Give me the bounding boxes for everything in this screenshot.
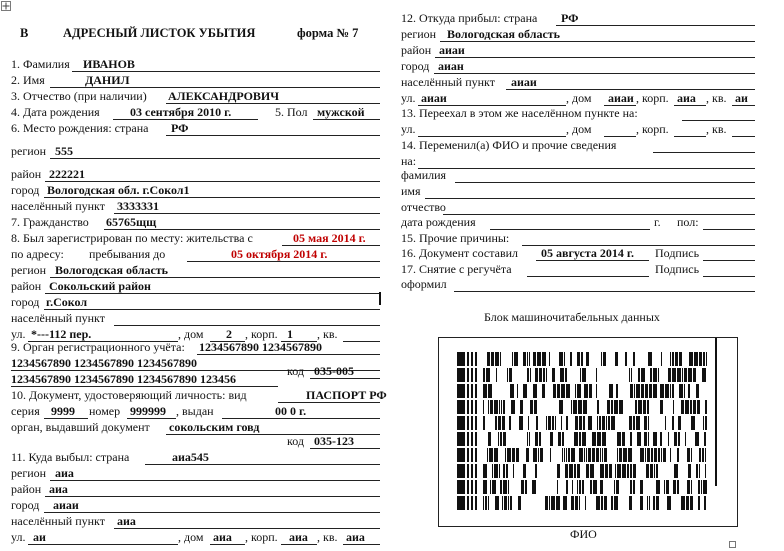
deregistration-signature-line bbox=[703, 276, 755, 277]
origin-district-line bbox=[435, 57, 755, 58]
origin-city-line bbox=[434, 73, 755, 74]
new-patronymic-line bbox=[443, 214, 755, 215]
machine-readable-block bbox=[438, 337, 738, 527]
dest-locality-value: аиа bbox=[117, 514, 136, 528]
compiled-date-line bbox=[536, 260, 649, 261]
reg-code-value: 035-005 bbox=[314, 364, 354, 378]
new-birthdate-label: дата рождения bbox=[401, 215, 476, 229]
surname-line bbox=[72, 71, 380, 72]
dest-region-value: аиа bbox=[55, 466, 74, 480]
dest-kv-line bbox=[343, 544, 380, 545]
new-sex-line bbox=[703, 229, 755, 230]
stay-until-label: пребывания до bbox=[89, 247, 166, 261]
origin-house-value: аиаи bbox=[608, 91, 634, 105]
birthdate-line bbox=[113, 119, 258, 120]
moved-street-line bbox=[418, 136, 566, 137]
dest-kv-label: , кв. bbox=[317, 530, 338, 544]
deregistration-label: 17. Снятие с регучёта bbox=[401, 262, 512, 276]
reg-authority-label: 9. Орган регистрационного учёта: bbox=[11, 340, 185, 354]
surname-value: ИВАНОВ bbox=[83, 57, 135, 71]
reg-region-value: Вологодская область bbox=[55, 263, 169, 277]
dest-corp-value: аиа bbox=[289, 530, 308, 544]
issuer-code-value: 035-123 bbox=[314, 434, 354, 448]
registered-from-line bbox=[282, 245, 380, 246]
reg-authority-line2: 1234567890 1234567890 1234567890 bbox=[11, 356, 197, 370]
moved-corp-label: , корп. bbox=[636, 122, 669, 136]
registered-from-date: 05 мая 2014 г. bbox=[293, 231, 366, 245]
sex-label: 5. Пол bbox=[275, 105, 308, 119]
origin-city-label: город bbox=[401, 59, 430, 73]
dest-district-label: район bbox=[11, 482, 42, 496]
stay-until-date: 05 октября 2014 г. bbox=[231, 247, 328, 261]
new-surname-line bbox=[455, 182, 755, 183]
reg-region-label: регион bbox=[11, 263, 47, 277]
text-cursor bbox=[379, 292, 381, 305]
origin-corp-label: , корп. bbox=[636, 91, 669, 105]
origin-locality-value: аиаи bbox=[511, 75, 537, 89]
document-label: 10. Документ, удостоверяющий личность: вид bbox=[11, 388, 247, 402]
dest-district-line bbox=[45, 496, 380, 497]
compiled-signature-line bbox=[703, 260, 755, 261]
pdf417-barcode-icon bbox=[457, 352, 717, 514]
sex-line bbox=[313, 119, 380, 120]
series-label: серия bbox=[11, 404, 40, 418]
new-surname-label: фамилия bbox=[401, 168, 447, 182]
address-label: по адресу: bbox=[11, 247, 64, 261]
reg-authority-uline3 bbox=[11, 386, 278, 387]
document-type-line bbox=[278, 402, 380, 403]
barcode-stop-bar bbox=[715, 338, 717, 486]
reg-region-line bbox=[50, 277, 380, 278]
reg-street-label: ул. bbox=[11, 327, 26, 341]
destination-country: аиа545 bbox=[172, 450, 209, 464]
reg-authority-line3: 1234567890 1234567890 1234567890 123456 bbox=[11, 372, 236, 386]
reg-street-value: *---112 пер. bbox=[31, 327, 92, 341]
dest-city-value: аиаи bbox=[53, 498, 79, 512]
dest-region-line bbox=[50, 480, 380, 481]
new-name-label: имя bbox=[401, 184, 421, 198]
formed-line bbox=[454, 291, 755, 292]
reg-locality-label: населённый пункт bbox=[11, 311, 105, 325]
reg-authority-uline1 bbox=[197, 354, 380, 355]
changed-label: 14. Переменил(а) ФИО и прочие сведения bbox=[401, 138, 617, 152]
new-name-line bbox=[425, 198, 755, 199]
issued-value: 00 0 г. bbox=[275, 404, 307, 418]
dest-region-label: регион bbox=[11, 466, 47, 480]
number-value: 999999 bbox=[130, 404, 166, 418]
patronymic-value: АЛЕКСАНДРОВИЧ bbox=[168, 89, 280, 103]
fio-label: ФИО bbox=[570, 527, 597, 541]
reg-district-line bbox=[45, 293, 380, 294]
origin-corp-line bbox=[674, 105, 706, 106]
birth-district-line bbox=[45, 181, 380, 182]
origin-city-value: аиан bbox=[438, 59, 464, 73]
birth-city-line bbox=[44, 197, 380, 198]
name-label: 2. Имя bbox=[11, 73, 45, 87]
birthplace-line bbox=[166, 135, 380, 136]
birth-region-label: регион bbox=[11, 144, 47, 158]
moved-line bbox=[682, 120, 755, 121]
patronymic-line bbox=[166, 103, 380, 104]
compiled-date: 05 августа 2014 г. bbox=[541, 246, 635, 260]
birthplace-country: РФ bbox=[171, 121, 189, 135]
move-handle-icon[interactable] bbox=[1, 1, 11, 11]
origin-kv-value: аи bbox=[735, 91, 748, 105]
origin-country-line bbox=[556, 25, 755, 26]
birth-city-label: город bbox=[11, 183, 40, 197]
reg-code-line bbox=[310, 378, 380, 379]
dest-city-label: город bbox=[11, 498, 40, 512]
origin-street-label: ул. bbox=[401, 91, 416, 105]
reg-kv-line bbox=[343, 341, 380, 342]
origin-street-value: аиаи bbox=[421, 91, 447, 105]
moved-street-label: ул. bbox=[401, 122, 416, 136]
birthdate-label: 4. Дата рождения bbox=[11, 105, 100, 119]
name-value: ДАНИЛ bbox=[85, 73, 130, 87]
deregistration-line bbox=[527, 276, 649, 277]
birth-region-line bbox=[50, 158, 380, 159]
form-title: АДРЕСНЫЙ ЛИСТОК УБЫТИЯ bbox=[63, 26, 256, 40]
series-value: 9999 bbox=[51, 404, 75, 418]
destination-country-line bbox=[145, 464, 380, 465]
deregistration-signature-label: Подпись bbox=[655, 262, 700, 276]
reg-house-label: , дом bbox=[178, 327, 204, 341]
origin-region-line bbox=[440, 41, 755, 42]
machine-readable-title: Блок машиночитабельных данных bbox=[484, 310, 660, 324]
dest-house-line bbox=[210, 544, 245, 545]
dest-street-label: ул. bbox=[11, 530, 26, 544]
number-line bbox=[127, 418, 176, 419]
dest-kv-value: аиа bbox=[346, 530, 365, 544]
reg-city-line bbox=[44, 309, 380, 310]
dest-corp-line bbox=[281, 544, 317, 545]
dest-house-label: , дом bbox=[178, 530, 204, 544]
birth-city-value: Вологодская обл. г.Сокол1 bbox=[47, 183, 190, 197]
birth-district-label: район bbox=[11, 167, 42, 181]
compiled-label: 16. Документ составил bbox=[401, 246, 519, 260]
number-label: номер bbox=[89, 404, 121, 418]
birth-locality-value: 3333331 bbox=[117, 199, 159, 213]
reg-city-label: город bbox=[11, 295, 40, 309]
dest-district-value: аиа bbox=[49, 482, 68, 496]
reg-corp-value: 1 bbox=[287, 327, 293, 341]
dest-locality-label: населённый пункт bbox=[11, 514, 105, 528]
origin-region-value: Вологодская область bbox=[447, 27, 561, 41]
destination-label: 11. Куда выбыл: страна bbox=[11, 450, 130, 464]
changed-to-label: на: bbox=[401, 154, 417, 168]
origin-country: РФ bbox=[561, 11, 579, 25]
reg-code-label: код bbox=[287, 364, 304, 378]
registered-label: 8. Был зарегистрирован по месту: жительства с bbox=[11, 231, 253, 245]
new-sex-label: пол: bbox=[677, 215, 699, 229]
birth-locality-label: населённый пункт bbox=[11, 199, 105, 213]
reg-district-value: Сокольский район bbox=[49, 279, 151, 293]
birth-locality-line bbox=[114, 213, 380, 214]
issued-label: , выдан bbox=[176, 404, 214, 418]
origin-kv-label: , кв. bbox=[706, 91, 727, 105]
surname-label: 1. Фамилия bbox=[11, 57, 70, 71]
issuer-code-line bbox=[310, 448, 380, 449]
header-letter: В bbox=[20, 26, 29, 40]
issuer-label: орган, выдавший документ bbox=[11, 420, 150, 434]
issued-line bbox=[222, 418, 380, 419]
moved-kv-line bbox=[732, 136, 755, 137]
name-line bbox=[50, 87, 380, 88]
form-number: форма № 7 bbox=[297, 26, 359, 40]
changed-to-line bbox=[418, 168, 755, 169]
reg-locality-line bbox=[114, 325, 380, 326]
dest-street-value: аи bbox=[33, 530, 46, 544]
origin-district-label: район bbox=[401, 43, 432, 57]
birthplace-label: 6. Место рождения: страна bbox=[11, 121, 149, 135]
birthdate-value: 03 сентября 2010 г. bbox=[130, 105, 232, 119]
resize-handle-icon[interactable] bbox=[729, 541, 736, 548]
citizenship-line bbox=[104, 229, 380, 230]
birth-district-value: 222221 bbox=[49, 167, 85, 181]
reg-corp-label: , корп. bbox=[245, 327, 278, 341]
reg-city-value: г.Сокол bbox=[46, 295, 88, 309]
document-type-value: ПАСПОРТ РФ bbox=[306, 388, 387, 402]
year-suffix-label: г. bbox=[654, 215, 661, 229]
new-patronymic-label: отчество bbox=[401, 200, 446, 214]
origin-locality-line bbox=[506, 89, 755, 90]
series-line bbox=[44, 418, 88, 419]
other-reasons-label: 15. Прочие причины: bbox=[401, 231, 510, 245]
moved-house-line bbox=[604, 136, 636, 137]
reg-kv-label: , кв. bbox=[317, 327, 338, 341]
moved-label: 13. Переехал в этом же населённом пункте на: bbox=[401, 106, 638, 120]
origin-corp-value: аиа bbox=[677, 91, 696, 105]
origin-region-label: регион bbox=[401, 27, 437, 41]
formed-label: оформил bbox=[401, 277, 447, 291]
origin-district-value: аиаи bbox=[439, 43, 465, 57]
new-birthdate-line bbox=[490, 229, 650, 230]
moved-corp-line bbox=[674, 136, 706, 137]
issuer-code-label: код bbox=[287, 434, 304, 448]
changed-line bbox=[653, 152, 755, 153]
issuer-value: сокольским говд bbox=[169, 420, 260, 434]
reg-authority-line1: 1234567890 1234567890 bbox=[199, 340, 322, 354]
reg-house-value: 2 bbox=[226, 327, 232, 341]
sex-value: мужской bbox=[317, 105, 365, 119]
citizenship-value: 65765щщ bbox=[106, 215, 157, 229]
dest-corp-label: , корп. bbox=[245, 530, 278, 544]
origin-kv-line bbox=[732, 105, 755, 106]
dest-locality-line bbox=[114, 528, 380, 529]
moved-house-label: , дом bbox=[566, 122, 592, 136]
patronymic-label: 3. Отчество (при наличии) bbox=[11, 89, 147, 103]
origin-label: 12. Откуда прибыл: страна bbox=[401, 11, 538, 25]
stay-until-line bbox=[187, 261, 380, 262]
birth-region-value: 555 bbox=[55, 144, 73, 158]
dest-house-value: аиа bbox=[213, 530, 232, 544]
moved-kv-label: , кв. bbox=[706, 122, 727, 136]
dest-street-line bbox=[28, 544, 178, 545]
origin-locality-label: населённый пункт bbox=[401, 75, 495, 89]
dest-city-line bbox=[44, 512, 380, 513]
reg-district-label: район bbox=[11, 279, 42, 293]
origin-house-label: , дом bbox=[566, 91, 592, 105]
citizenship-label: 7. Гражданство bbox=[11, 215, 89, 229]
compiled-signature-label: Подпись bbox=[655, 246, 700, 260]
